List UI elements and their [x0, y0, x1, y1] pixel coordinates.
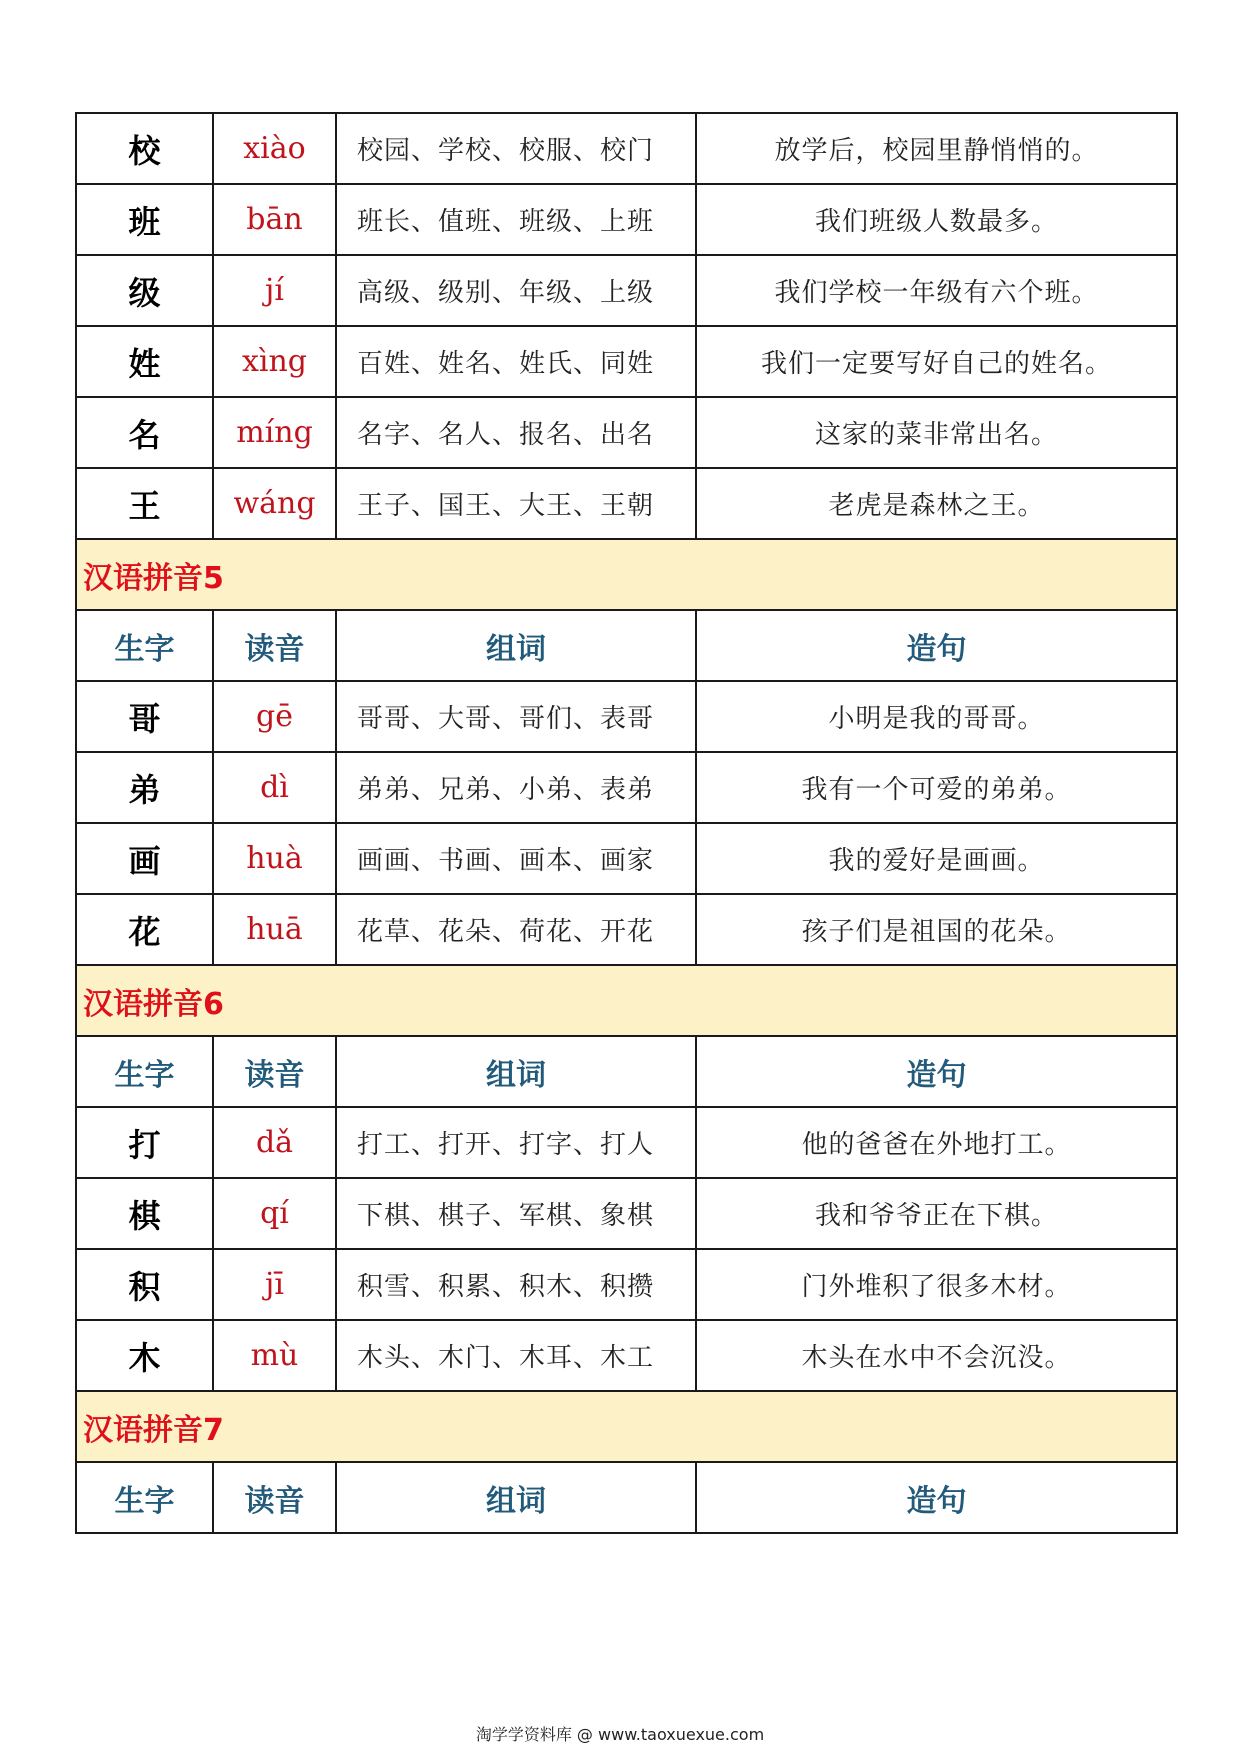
pinyin-cell: xìng — [213, 326, 336, 397]
char-cell: 积 — [76, 1249, 213, 1320]
section-header-row — [76, 1391, 1177, 1462]
pinyin-cell: xiào — [213, 113, 336, 184]
char-cell: 级 — [76, 255, 213, 326]
footer-watermark: 淘学学资料库 @ www.taoxuexue.com — [475, 1725, 765, 1744]
table-row — [76, 397, 1177, 468]
sentence-cell: 这家的菜非常出名。 — [696, 397, 1177, 468]
words-cell: 打工、打开、打字、打人 — [336, 1107, 696, 1178]
section-title: 汉语拼音6 — [76, 965, 1177, 1036]
char-cell: 校 — [76, 113, 213, 184]
table-row — [76, 1249, 1177, 1320]
header-sentence: 造句 — [696, 610, 1177, 681]
words-cell: 高级、级别、年级、上级 — [336, 255, 696, 326]
header-pinyin: 读音 — [213, 1462, 336, 1533]
pinyin-cell: jí — [213, 255, 336, 326]
sentence-cell: 我的爱好是画画。 — [696, 823, 1177, 894]
header-words: 组词 — [336, 610, 696, 681]
pinyin-cell: míng — [213, 397, 336, 468]
table-row — [76, 1107, 1177, 1178]
pinyin-cell: mù — [213, 1320, 336, 1391]
char-cell: 名 — [76, 397, 213, 468]
words-cell: 花草、花朵、荷花、开花 — [336, 894, 696, 965]
section-header-row — [76, 965, 1177, 1036]
char-cell: 弟 — [76, 752, 213, 823]
char-cell: 班 — [76, 184, 213, 255]
table-row — [76, 823, 1177, 894]
pinyin-cell: huā — [213, 894, 336, 965]
sentence-cell: 门外堆积了很多木材。 — [696, 1249, 1177, 1320]
pinyin-cell: wáng — [213, 468, 336, 539]
char-cell: 木 — [76, 1320, 213, 1391]
vocabulary-table — [75, 112, 1178, 1534]
table-row — [76, 184, 1177, 255]
table-row — [76, 468, 1177, 539]
words-cell: 画画、书画、画本、画家 — [336, 823, 696, 894]
char-cell: 姓 — [76, 326, 213, 397]
words-cell: 哥哥、大哥、哥们、表哥 — [336, 681, 696, 752]
table-row — [76, 752, 1177, 823]
words-cell: 积雪、积累、积木、积攒 — [336, 1249, 696, 1320]
words-cell: 木头、木门、木耳、木工 — [336, 1320, 696, 1391]
section-header-row — [76, 539, 1177, 610]
words-cell: 校园、学校、校服、校门 — [336, 113, 696, 184]
header-char: 生字 — [76, 610, 213, 681]
pinyin-cell: huà — [213, 823, 336, 894]
pinyin-cell: qí — [213, 1178, 336, 1249]
header-words: 组词 — [336, 1462, 696, 1533]
table-row — [76, 1178, 1177, 1249]
words-cell: 名字、名人、报名、出名 — [336, 397, 696, 468]
char-cell: 打 — [76, 1107, 213, 1178]
header-pinyin: 读音 — [213, 610, 336, 681]
table-row — [76, 894, 1177, 965]
table-row — [76, 1320, 1177, 1391]
table-row — [76, 681, 1177, 752]
pinyin-cell: jī — [213, 1249, 336, 1320]
char-cell: 花 — [76, 894, 213, 965]
sentence-cell: 他的爸爸在外地打工。 — [696, 1107, 1177, 1178]
table-row — [76, 113, 1177, 184]
pinyin-cell: dì — [213, 752, 336, 823]
words-cell: 王子、国王、大王、王朝 — [336, 468, 696, 539]
words-cell: 下棋、棋子、军棋、象棋 — [336, 1178, 696, 1249]
sentence-cell: 老虎是森林之王。 — [696, 468, 1177, 539]
header-words: 组词 — [336, 1036, 696, 1107]
char-cell: 棋 — [76, 1178, 213, 1249]
column-header-row — [76, 1462, 1177, 1533]
sentence-cell: 我有一个可爱的弟弟。 — [696, 752, 1177, 823]
table-row — [76, 326, 1177, 397]
char-cell: 王 — [76, 468, 213, 539]
words-cell: 百姓、姓名、姓氏、同姓 — [336, 326, 696, 397]
sentence-cell: 小明是我的哥哥。 — [696, 681, 1177, 752]
header-char: 生字 — [76, 1462, 213, 1533]
header-sentence: 造句 — [696, 1462, 1177, 1533]
pinyin-cell: bān — [213, 184, 336, 255]
words-cell: 弟弟、兄弟、小弟、表弟 — [336, 752, 696, 823]
section-title: 汉语拼音7 — [76, 1391, 1177, 1462]
header-sentence: 造句 — [696, 1036, 1177, 1107]
sentence-cell: 我们学校一年级有六个班。 — [696, 255, 1177, 326]
char-cell: 画 — [76, 823, 213, 894]
sentence-cell: 我们班级人数最多。 — [696, 184, 1177, 255]
sentence-cell: 放学后，校园里静悄悄的。 — [696, 113, 1177, 184]
header-char: 生字 — [76, 1036, 213, 1107]
pinyin-cell: gē — [213, 681, 336, 752]
header-pinyin: 读音 — [213, 1036, 336, 1107]
column-header-row — [76, 1036, 1177, 1107]
sentence-cell: 我们一定要写好自己的姓名。 — [696, 326, 1177, 397]
sentence-cell: 我和爷爷正在下棋。 — [696, 1178, 1177, 1249]
section-title: 汉语拼音5 — [76, 539, 1177, 610]
char-cell: 哥 — [76, 681, 213, 752]
column-header-row — [76, 610, 1177, 681]
sentence-cell: 孩子们是祖国的花朵。 — [696, 894, 1177, 965]
pinyin-cell: dǎ — [213, 1107, 336, 1178]
words-cell: 班长、值班、班级、上班 — [336, 184, 696, 255]
sentence-cell: 木头在水中不会沉没。 — [696, 1320, 1177, 1391]
table-row — [76, 255, 1177, 326]
